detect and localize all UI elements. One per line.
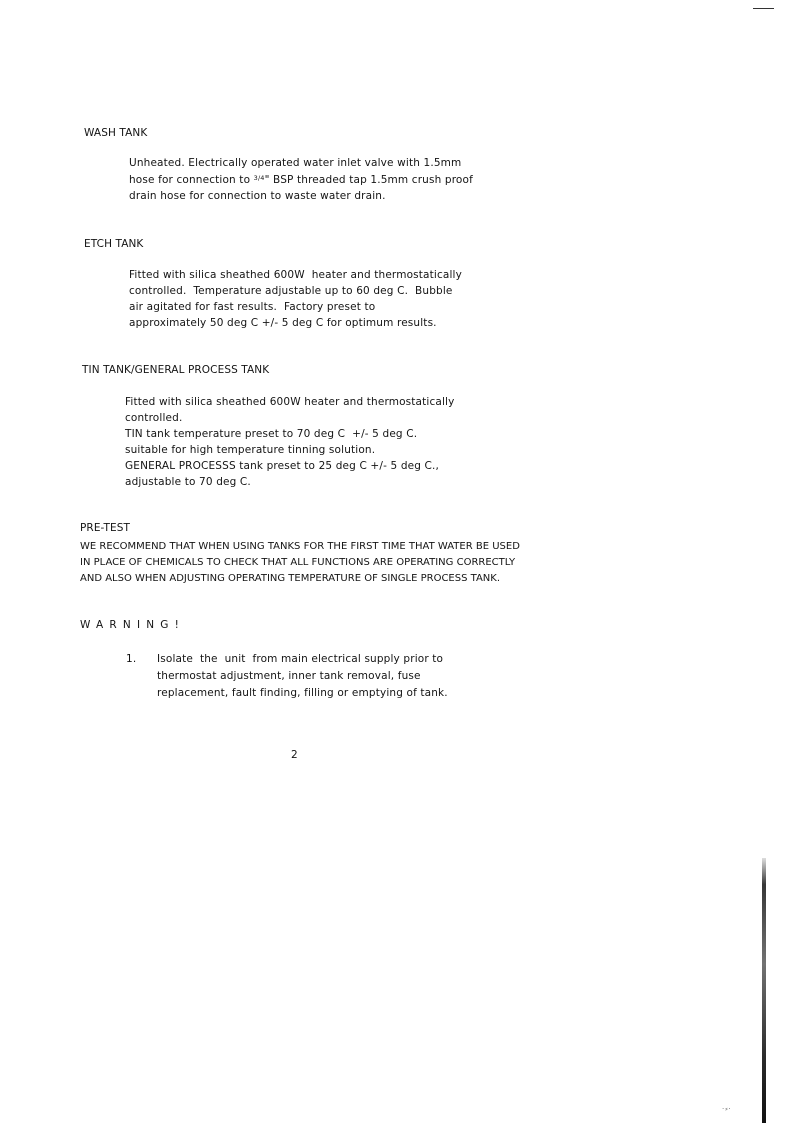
etch-tank-heading: ETCH TANK <box>84 238 144 250</box>
etch-tank-text-line: air agitated for fast results. Factory preset to <box>129 301 376 313</box>
warning-text-line: thermostat adjustment, inner tank removal, fuse <box>157 670 421 682</box>
tin-tank-text-line: GENERAL PROCESSS tank preset to 25 deg C +/- 5 deg C., <box>125 460 439 472</box>
pretest-text-line: AND ALSO WHEN ADJUSTING OPERATING TEMPERATURE OF SINGLE PROCESS TANK. <box>80 573 501 584</box>
fraction-glyph: 3/4 <box>253 174 265 182</box>
tin-tank-text-line: suitable for high temperature tinning solution. <box>125 444 376 456</box>
tin-tank-text-line: adjustable to 70 deg C. <box>125 476 251 488</box>
warning-item-number: 1. <box>126 653 137 665</box>
etch-tank-text-line: controlled. Temperature adjustable up to 60 deg C. Bubble <box>129 285 453 297</box>
pretest-text-line: IN PLACE OF CHEMICALS TO CHECK THAT ALL FUNCTIONS ARE OPERATING CORRECTLY <box>80 557 516 568</box>
wash-tank-text-line <box>129 172 473 189</box>
etch-tank-text-line: Fitted with silica sheathed 600W heater and thermostatically <box>129 269 462 281</box>
scan-speck: ·⸗· <box>722 1105 732 1113</box>
scan-edge-shadow <box>762 858 766 1123</box>
pretest-heading: PRE-TEST <box>80 522 131 534</box>
tin-tank-heading: TIN TANK/GENERAL PROCESS TANK <box>82 364 270 376</box>
wash-tank-text-segment: hose for connection to <box>129 174 254 186</box>
tin-tank-text-line: TIN tank temperature preset to 70 deg C +/- 5 deg C. <box>125 428 418 440</box>
wash-tank-text-line: Unheated. Electrically operated water inlet valve with 1.5mm <box>129 157 462 169</box>
warning-text-line: replacement, fault finding, filling or emptying of tank. <box>157 687 448 699</box>
pretest-text-line: WE RECOMMEND THAT WHEN USING TANKS FOR THE FIRST TIME THAT WATER BE USED <box>80 541 520 552</box>
etch-tank-text-line: approximately 50 deg C +/- 5 deg C for optimum results. <box>129 317 437 329</box>
scan-mark <box>753 8 774 9</box>
warning-text-line: Isolate the unit from main electrical supply prior to <box>157 653 444 665</box>
page-number: 2 <box>291 749 298 761</box>
tin-tank-text-line: Fitted with silica sheathed 600W heater and thermostatically <box>125 396 455 408</box>
wash-tank-text-line: drain hose for connection to waste water drain. <box>129 190 386 202</box>
tin-tank-text-line: controlled. <box>125 412 183 424</box>
warning-heading: WARNING! <box>80 619 186 631</box>
wash-tank-text-segment: " BSP threaded tap 1.5mm crush proof <box>264 174 473 186</box>
wash-tank-heading: WASH TANK <box>84 127 148 139</box>
